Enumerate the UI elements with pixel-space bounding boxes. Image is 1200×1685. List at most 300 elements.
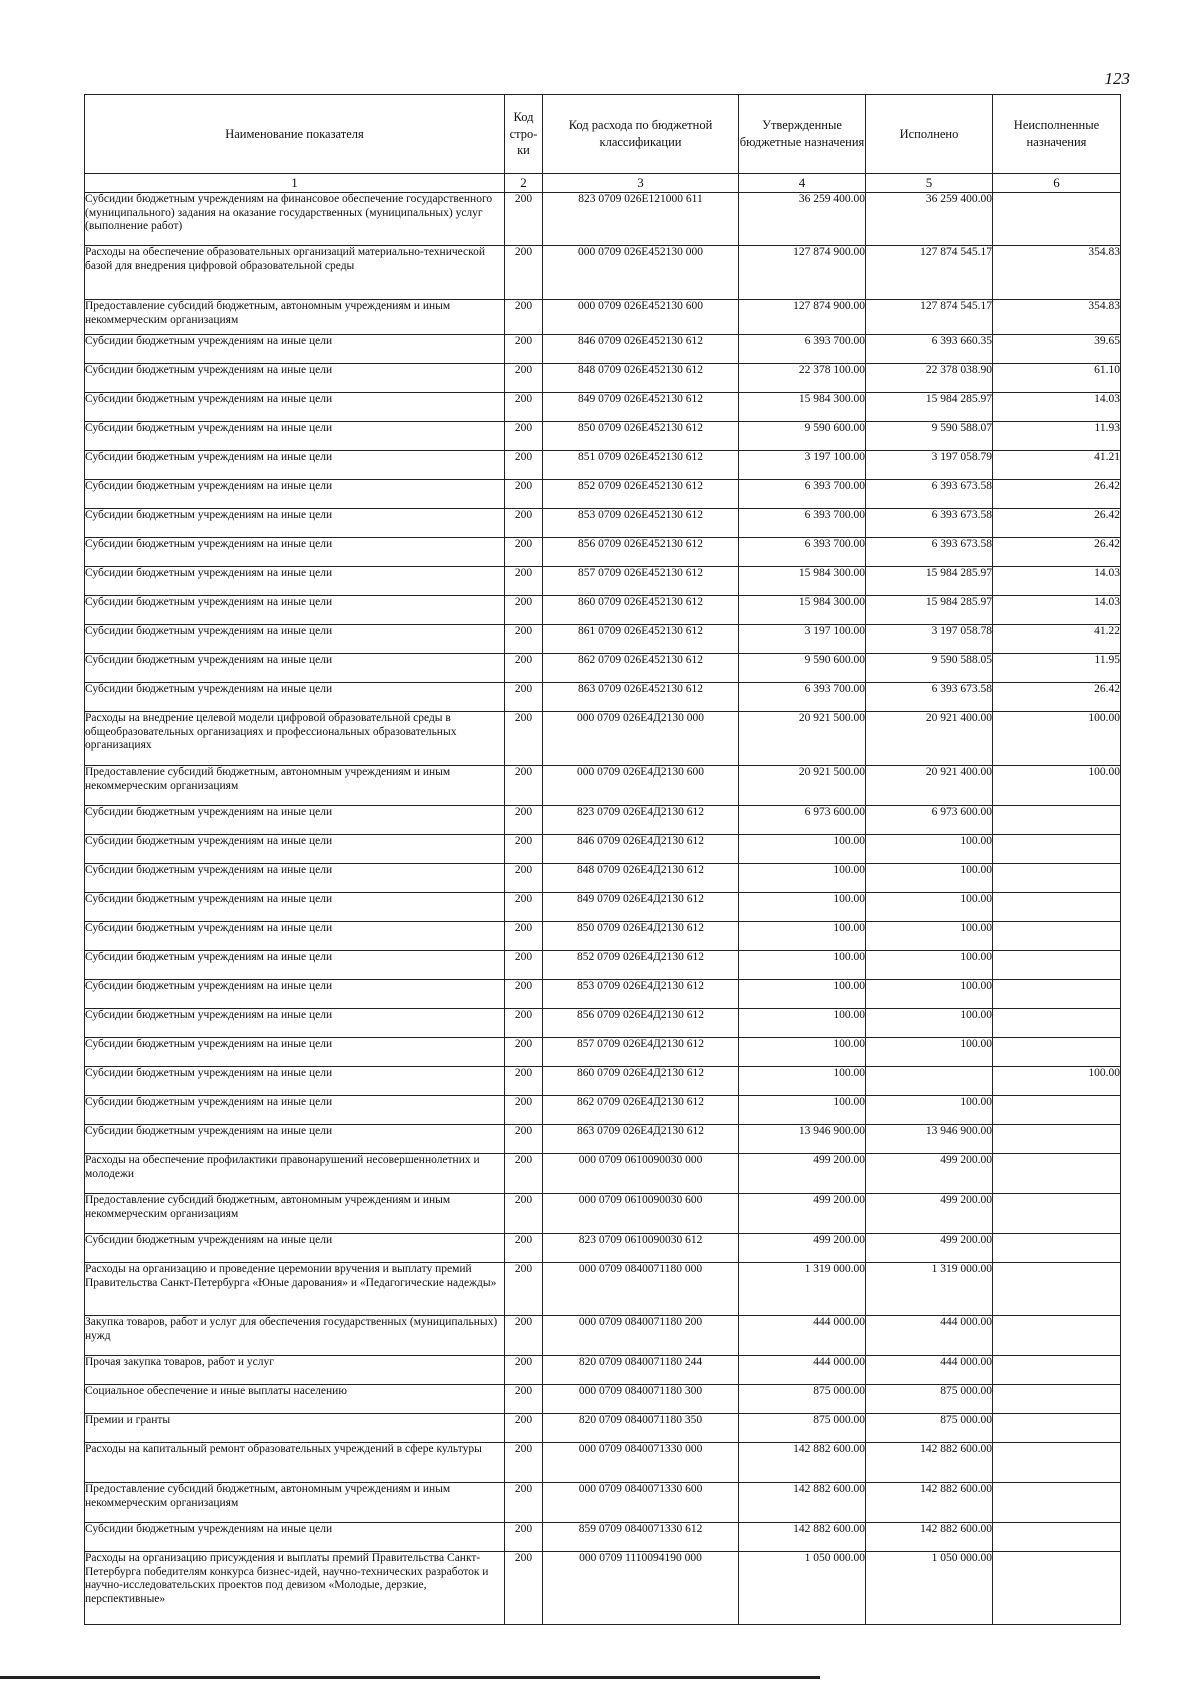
row-expense-code: 848 0709 026Е452130 612 [543,364,739,393]
row-approved: 499 200.00 [739,1194,866,1234]
row-name: Субсидии бюджетным учреждениям на иные цели [85,625,505,654]
table-row [85,1096,1121,1125]
row-name: Субсидии бюджетным учреждениям на иные цели [85,335,505,364]
row-unexecuted [993,835,1121,864]
row-unexecuted [993,951,1121,980]
row-executed: 9 590 588.07 [866,422,993,451]
row-approved: 6 973 600.00 [739,806,866,835]
row-executed: 444 000.00 [866,1316,993,1356]
row-executed: 142 882 600.00 [866,1443,993,1483]
table-row [85,1483,1121,1523]
row-expense-code: 000 0709 026Е452130 600 [543,300,739,335]
row-unexecuted [993,1125,1121,1154]
row-name: Субсидии бюджетным учреждениям на иные цели [85,1096,505,1125]
row-unexecuted: 26.42 [993,538,1121,567]
row-name: Премии и гранты [85,1414,505,1443]
row-approved: 499 200.00 [739,1234,866,1263]
row-unexecuted [993,193,1121,246]
table-row [85,451,1121,480]
row-expense-code: 852 0709 026Е452130 612 [543,480,739,509]
row-unexecuted: 14.03 [993,393,1121,422]
row-line-code: 200 [505,1523,543,1552]
table-row [85,538,1121,567]
row-expense-code: 846 0709 026Е4Д2130 612 [543,835,739,864]
row-name: Субсидии бюджетным учреждениям на иные цели [85,364,505,393]
row-executed: 1 050 000.00 [866,1552,993,1625]
table-row [85,1067,1121,1096]
row-name: Субсидии бюджетным учреждениям на иные цели [85,451,505,480]
row-line-code: 200 [505,625,543,654]
row-executed: 6 393 673.58 [866,509,993,538]
row-approved: 6 393 700.00 [739,480,866,509]
row-name: Субсидии бюджетным учреждениям на иные цели [85,893,505,922]
row-name: Субсидии бюджетным учреждениям на иные цели [85,480,505,509]
row-line-code: 200 [505,596,543,625]
row-unexecuted: 100.00 [993,766,1121,806]
row-unexecuted: 41.22 [993,625,1121,654]
row-executed: 6 393 673.58 [866,480,993,509]
row-expense-code: 823 0709 0610090030 612 [543,1234,739,1263]
row-line-code: 200 [505,1194,543,1234]
row-expense-code: 000 0709 0840071330 000 [543,1443,739,1483]
row-name: Субсидии бюджетным учреждениям на иные цели [85,806,505,835]
row-expense-code: 861 0709 026Е452130 612 [543,625,739,654]
table-row [85,893,1121,922]
row-line-code: 200 [505,922,543,951]
row-unexecuted: 11.93 [993,422,1121,451]
row-approved: 142 882 600.00 [739,1443,866,1483]
row-executed: 15 984 285.97 [866,567,993,596]
row-unexecuted [993,980,1121,1009]
table-row [85,806,1121,835]
column-numbers-row [85,174,1121,193]
row-approved: 100.00 [739,864,866,893]
row-expense-code: 846 0709 026Е452130 612 [543,335,739,364]
row-executed: 9 590 588.05 [866,654,993,683]
row-unexecuted: 26.42 [993,683,1121,712]
row-executed: 100.00 [866,951,993,980]
row-name: Субсидии бюджетным учреждениям на иные цели [85,393,505,422]
row-line-code: 200 [505,300,543,335]
row-expense-code: 850 0709 026Е4Д2130 612 [543,922,739,951]
row-approved: 9 590 600.00 [739,422,866,451]
row-expense-code: 000 0709 0610090030 000 [543,1154,739,1194]
row-approved: 875 000.00 [739,1414,866,1443]
row-line-code: 200 [505,1443,543,1483]
row-line-code: 200 [505,509,543,538]
row-unexecuted: 354.83 [993,300,1121,335]
header-expense-code: Код расхода по бюджетной классификации [543,95,739,174]
row-expense-code: 857 0709 026Е4Д2130 612 [543,1038,739,1067]
column-number: 4 [739,174,866,193]
row-executed: 875 000.00 [866,1385,993,1414]
row-unexecuted [993,1356,1121,1385]
table-row [85,980,1121,1009]
table-body [85,193,1121,1625]
row-approved: 127 874 900.00 [739,246,866,300]
row-executed: 444 000.00 [866,1356,993,1385]
table-row [85,766,1121,806]
row-approved: 100.00 [739,835,866,864]
row-executed: 6 973 600.00 [866,806,993,835]
row-line-code: 200 [505,1316,543,1356]
table-row [85,567,1121,596]
table-row [85,393,1121,422]
row-line-code: 200 [505,538,543,567]
row-executed [866,1067,993,1096]
row-executed: 15 984 285.97 [866,596,993,625]
row-expense-code: 000 0709 0840071180 300 [543,1385,739,1414]
row-line-code: 200 [505,864,543,893]
row-unexecuted [993,806,1121,835]
row-executed: 100.00 [866,1038,993,1067]
table-row [85,1552,1121,1625]
row-executed: 3 197 058.79 [866,451,993,480]
table-header [85,95,1121,193]
row-executed: 15 984 285.97 [866,393,993,422]
row-expense-code: 848 0709 026Е4Д2130 612 [543,864,739,893]
row-approved: 6 393 700.00 [739,683,866,712]
row-line-code: 200 [505,335,543,364]
row-approved: 1 319 000.00 [739,1263,866,1316]
row-executed: 36 259 400.00 [866,193,993,246]
row-expense-code: 862 0709 026Е4Д2130 612 [543,1096,739,1125]
row-approved: 100.00 [739,1038,866,1067]
table-row [85,1234,1121,1263]
row-line-code: 200 [505,1483,543,1523]
header-line-code: Код стро-ки [505,95,543,174]
row-line-code: 200 [505,567,543,596]
row-approved: 6 393 700.00 [739,538,866,567]
row-approved: 100.00 [739,922,866,951]
row-expense-code: 000 0709 0840071180 000 [543,1263,739,1316]
table-row [85,835,1121,864]
row-expense-code: 000 0709 026Е452130 000 [543,246,739,300]
row-line-code: 200 [505,766,543,806]
row-expense-code: 820 0709 0840071180 350 [543,1414,739,1443]
row-name: Субсидии бюджетным учреждениям на иные цели [85,1523,505,1552]
table-row [85,246,1121,300]
row-line-code: 200 [505,654,543,683]
row-approved: 3 197 100.00 [739,451,866,480]
table-row [85,1356,1121,1385]
row-approved: 6 393 700.00 [739,509,866,538]
row-approved: 100.00 [739,951,866,980]
row-executed: 13 946 900.00 [866,1125,993,1154]
row-executed: 100.00 [866,922,993,951]
row-name: Субсидии бюджетным учреждениям на иные цели [85,654,505,683]
row-executed: 499 200.00 [866,1154,993,1194]
row-unexecuted [993,1552,1121,1625]
row-unexecuted: 11.95 [993,654,1121,683]
row-unexecuted [993,1234,1121,1263]
row-name: Субсидии бюджетным учреждениям на иные цели [85,567,505,596]
row-line-code: 200 [505,480,543,509]
row-line-code: 200 [505,1067,543,1096]
row-line-code: 200 [505,1234,543,1263]
row-line-code: 200 [505,1125,543,1154]
table-row [85,1263,1121,1316]
table-row [85,951,1121,980]
table-row [85,712,1121,766]
column-number: 3 [543,174,739,193]
row-approved: 100.00 [739,1096,866,1125]
table-row [85,1316,1121,1356]
row-approved: 100.00 [739,1067,866,1096]
row-unexecuted [993,1414,1121,1443]
row-unexecuted [993,1385,1121,1414]
row-executed: 142 882 600.00 [866,1523,993,1552]
row-unexecuted [993,1483,1121,1523]
row-expense-code: 823 0709 026Е121000 611 [543,193,739,246]
row-name: Субсидии бюджетным учреждениям на иные цели [85,922,505,951]
table-row [85,1194,1121,1234]
row-expense-code: 862 0709 026Е452130 612 [543,654,739,683]
row-executed: 100.00 [866,1096,993,1125]
row-expense-code: 856 0709 026Е4Д2130 612 [543,1009,739,1038]
row-expense-code: 860 0709 026Е4Д2130 612 [543,1067,739,1096]
row-name: Субсидии бюджетным учреждениям на иные цели [85,538,505,567]
row-executed: 100.00 [866,893,993,922]
row-expense-code: 853 0709 026Е452130 612 [543,509,739,538]
table-row [85,1038,1121,1067]
row-unexecuted: 41.21 [993,451,1121,480]
row-unexecuted: 14.03 [993,596,1121,625]
row-line-code: 200 [505,1552,543,1625]
row-unexecuted [993,1154,1121,1194]
table-row [85,596,1121,625]
row-line-code: 200 [505,422,543,451]
row-name: Субсидии бюджетным учреждениям на иные цели [85,596,505,625]
budget-execution-table [84,94,1121,1625]
table-row [85,1125,1121,1154]
row-approved: 444 000.00 [739,1316,866,1356]
row-name: Субсидии бюджетным учреждениям на иные цели [85,683,505,712]
table-row [85,364,1121,393]
table-row [85,1385,1121,1414]
table-row [85,922,1121,951]
row-unexecuted: 100.00 [993,712,1121,766]
table-row [85,335,1121,364]
row-unexecuted: 61.10 [993,364,1121,393]
row-approved: 142 882 600.00 [739,1523,866,1552]
row-expense-code: 850 0709 026Е452130 612 [543,422,739,451]
row-name: Субсидии бюджетным учреждениям на иные цели [85,951,505,980]
row-name: Предоставление субсидий бюджетным, автономным учреждениям и иным некоммерческим организациям [85,766,505,806]
row-line-code: 200 [505,712,543,766]
row-approved: 9 590 600.00 [739,654,866,683]
row-expense-code: 000 0709 026Е4Д2130 600 [543,766,739,806]
row-unexecuted [993,1263,1121,1316]
row-executed: 127 874 545.17 [866,246,993,300]
row-approved: 15 984 300.00 [739,596,866,625]
header-unexecuted: Неисполненные назначения [993,95,1121,174]
row-unexecuted: 100.00 [993,1067,1121,1096]
row-line-code: 200 [505,951,543,980]
row-approved: 13 946 900.00 [739,1125,866,1154]
row-unexecuted: 26.42 [993,509,1121,538]
row-expense-code: 000 0709 1110094190 000 [543,1552,739,1625]
row-name: Субсидии бюджетным учреждениям на иные цели [85,1125,505,1154]
table-row [85,683,1121,712]
row-name: Расходы на организацию присуждения и выплаты премий Правительства Санкт-Петербурга победителям конкурса бизнес-идей, научно-технических разработок и научно-исследовательских проектов под девизом «Молодые, дерзкие, перспективные» [85,1552,505,1625]
row-approved: 20 921 500.00 [739,766,866,806]
row-executed: 100.00 [866,864,993,893]
row-executed: 499 200.00 [866,1194,993,1234]
row-unexecuted [993,1009,1121,1038]
row-line-code: 200 [505,246,543,300]
row-executed: 100.00 [866,1009,993,1038]
row-name: Социальное обеспечение и иные выплаты населению [85,1385,505,1414]
row-executed: 6 393 673.58 [866,538,993,567]
row-name: Субсидии бюджетным учреждениям на финансовое обеспечение государственного (муниципального) задания на оказание государственных (муниципальных) услуг (выполнение работ) [85,193,505,246]
row-approved: 100.00 [739,893,866,922]
row-line-code: 200 [505,193,543,246]
row-unexecuted [993,893,1121,922]
row-expense-code: 863 0709 026Е4Д2130 612 [543,1125,739,1154]
table-row [85,1414,1121,1443]
column-number: 5 [866,174,993,193]
row-executed: 20 921 400.00 [866,766,993,806]
header-executed: Исполнено [866,95,993,174]
row-line-code: 200 [505,806,543,835]
column-number: 1 [85,174,505,193]
row-line-code: 200 [505,393,543,422]
row-unexecuted: 14.03 [993,567,1121,596]
row-expense-code: 853 0709 026Е4Д2130 612 [543,980,739,1009]
row-executed: 20 921 400.00 [866,712,993,766]
row-unexecuted: 26.42 [993,480,1121,509]
row-executed: 6 393 673.58 [866,683,993,712]
table-row [85,1009,1121,1038]
row-name: Субсидии бюджетным учреждениям на иные цели [85,1009,505,1038]
row-name: Субсидии бюджетным учреждениям на иные цели [85,835,505,864]
row-name: Субсидии бюджетным учреждениям на иные цели [85,980,505,1009]
row-line-code: 200 [505,1263,543,1316]
row-unexecuted: 39.65 [993,335,1121,364]
row-unexecuted [993,1316,1121,1356]
row-line-code: 200 [505,683,543,712]
row-approved: 6 393 700.00 [739,335,866,364]
column-number: 6 [993,174,1121,193]
table-row [85,1523,1121,1552]
row-name: Субсидии бюджетным учреждениям на иные цели [85,422,505,451]
row-approved: 1 050 000.00 [739,1552,866,1625]
row-approved: 100.00 [739,980,866,1009]
row-line-code: 200 [505,451,543,480]
row-approved: 22 378 100.00 [739,364,866,393]
row-approved: 20 921 500.00 [739,712,866,766]
row-expense-code: 000 0709 0840071180 200 [543,1316,739,1356]
row-name: Расходы на обеспечение образовательных организаций материально-технической базой для внедрения цифровой образовательной среды [85,246,505,300]
row-line-code: 200 [505,364,543,393]
row-name: Субсидии бюджетным учреждениям на иные цели [85,509,505,538]
row-expense-code: 852 0709 026Е4Д2130 612 [543,951,739,980]
table-row [85,300,1121,335]
row-line-code: 200 [505,893,543,922]
row-name: Субсидии бюджетным учреждениям на иные цели [85,1067,505,1096]
row-expense-code: 000 0709 026Е4Д2130 000 [543,712,739,766]
row-approved: 15 984 300.00 [739,567,866,596]
row-unexecuted [993,922,1121,951]
row-approved: 100.00 [739,1009,866,1038]
table-row [85,422,1121,451]
row-executed: 1 319 000.00 [866,1263,993,1316]
row-expense-code: 823 0709 026Е4Д2130 612 [543,806,739,835]
row-executed: 3 197 058.78 [866,625,993,654]
table-row [85,1154,1121,1194]
header-name: Наименование показателя [85,95,505,174]
row-approved: 15 984 300.00 [739,393,866,422]
row-executed: 22 378 038.90 [866,364,993,393]
row-approved: 444 000.00 [739,1356,866,1385]
row-expense-code: 857 0709 026Е452130 612 [543,567,739,596]
table-row [85,654,1121,683]
row-name: Прочая закупка товаров, работ и услуг [85,1356,505,1385]
row-unexecuted [993,1194,1121,1234]
row-line-code: 200 [505,1414,543,1443]
header-approved: Утвержденные бюджетные назначения [739,95,866,174]
row-line-code: 200 [505,1356,543,1385]
row-executed: 127 874 545.17 [866,300,993,335]
row-name: Расходы на капитальный ремонт образовательных учреждений в сфере культуры [85,1443,505,1483]
row-name: Предоставление субсидий бюджетным, автономным учреждениям и иным некоммерческим организациям [85,1483,505,1523]
row-unexecuted [993,1523,1121,1552]
row-executed: 142 882 600.00 [866,1483,993,1523]
row-approved: 142 882 600.00 [739,1483,866,1523]
row-name: Расходы на обеспечение профилактики правонарушений несовершеннолетних и молодежи [85,1154,505,1194]
row-line-code: 200 [505,1096,543,1125]
row-unexecuted [993,1096,1121,1125]
row-executed: 100.00 [866,835,993,864]
table-row [85,1443,1121,1483]
row-line-code: 200 [505,980,543,1009]
row-executed: 499 200.00 [866,1234,993,1263]
row-name: Предоставление субсидий бюджетным, автономным учреждениям и иным некоммерческим организациям [85,1194,505,1234]
table-row [85,625,1121,654]
row-expense-code: 860 0709 026Е452130 612 [543,596,739,625]
row-approved: 875 000.00 [739,1385,866,1414]
row-expense-code: 859 0709 0840071330 612 [543,1523,739,1552]
row-name: Расходы на внедрение целевой модели цифровой образовательной среды в общеобразовательных организациях и профессиональных образовательных организациях [85,712,505,766]
row-expense-code: 000 0709 0610090030 600 [543,1194,739,1234]
row-executed: 6 393 660.35 [866,335,993,364]
row-line-code: 200 [505,1038,543,1067]
row-line-code: 200 [505,835,543,864]
row-approved: 3 197 100.00 [739,625,866,654]
table-row [85,193,1121,246]
table-row [85,480,1121,509]
row-approved: 499 200.00 [739,1154,866,1194]
row-unexecuted: 354.83 [993,246,1121,300]
row-expense-code: 000 0709 0840071330 600 [543,1483,739,1523]
row-unexecuted [993,864,1121,893]
row-line-code: 200 [505,1385,543,1414]
table-row [85,509,1121,538]
row-line-code: 200 [505,1154,543,1194]
row-expense-code: 820 0709 0840071180 244 [543,1356,739,1385]
table-row [85,864,1121,893]
row-name: Субсидии бюджетным учреждениям на иные цели [85,1234,505,1263]
column-number: 2 [505,174,543,193]
row-line-code: 200 [505,1009,543,1038]
row-expense-code: 851 0709 026Е452130 612 [543,451,739,480]
row-executed: 875 000.00 [866,1414,993,1443]
row-expense-code: 849 0709 026Е4Д2130 612 [543,893,739,922]
row-name: Предоставление субсидий бюджетным, автономным учреждениям и иным некоммерческим организациям [85,300,505,335]
row-executed: 100.00 [866,980,993,1009]
row-unexecuted [993,1038,1121,1067]
